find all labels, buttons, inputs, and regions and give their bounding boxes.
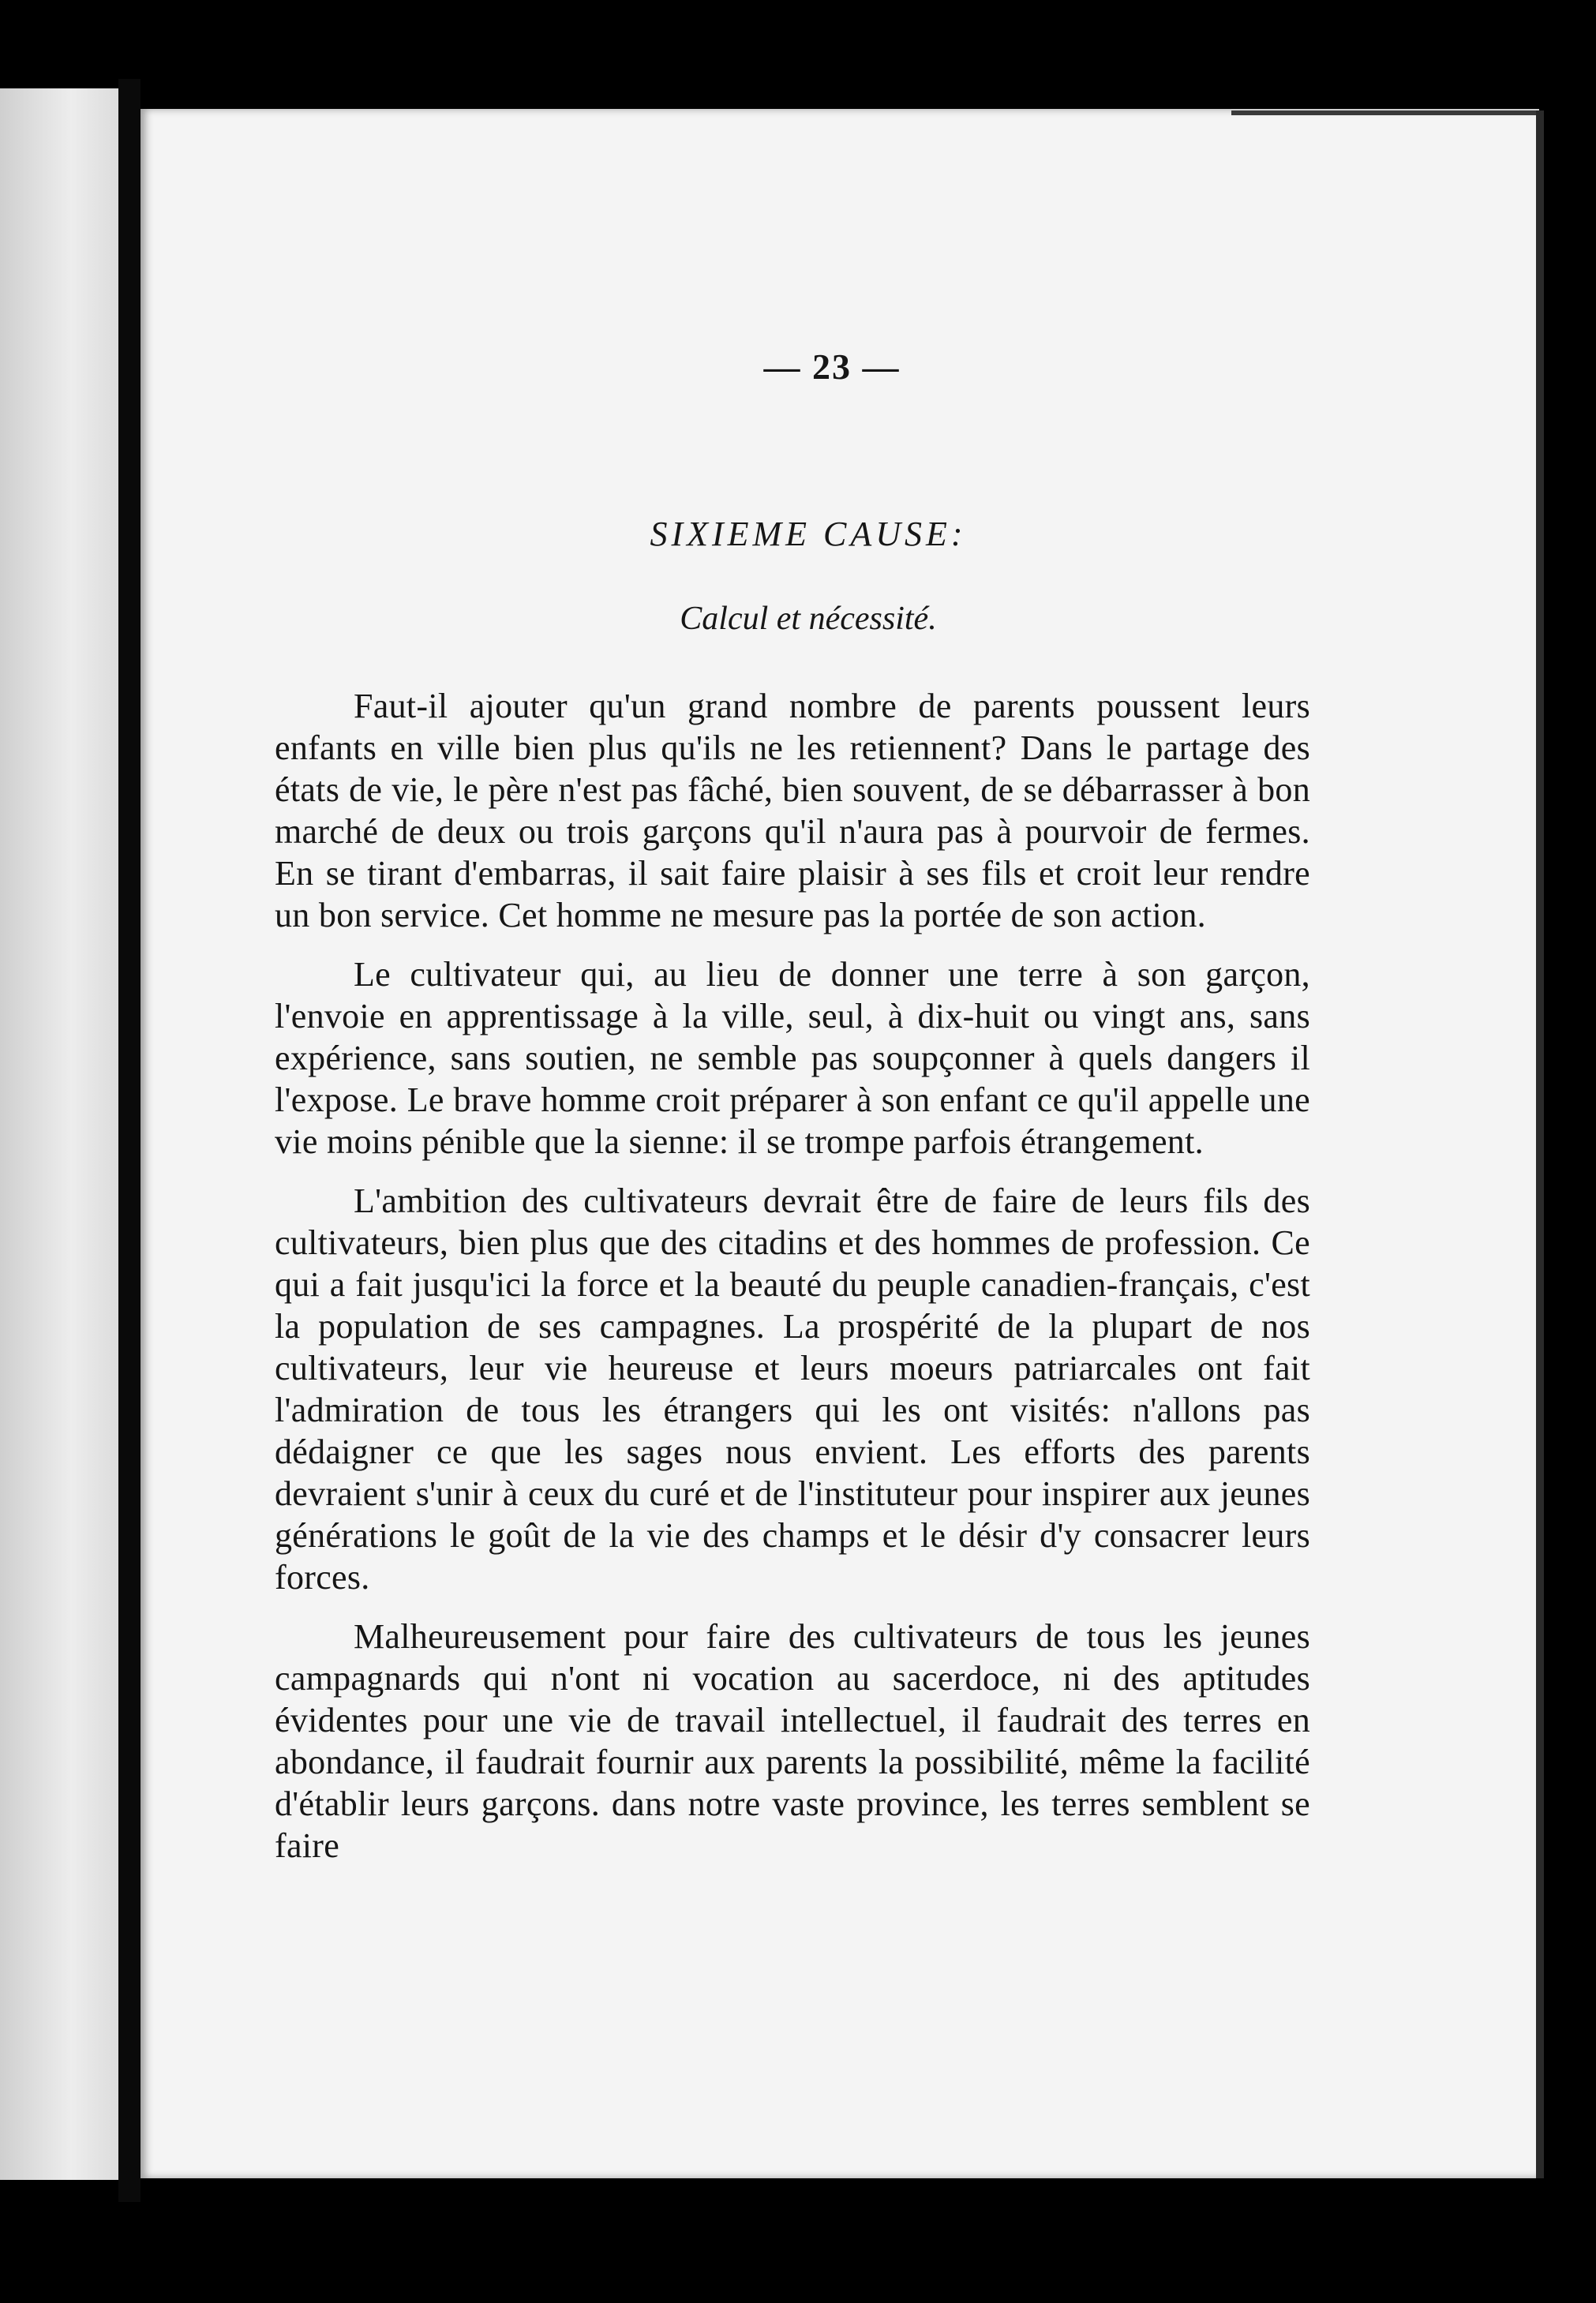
page-right-shadow: [1536, 110, 1544, 2178]
paragraph: L'ambition des cultivateurs devrait être de faire de leurs fils des cultivateurs, bien plus que des citadins et des hommes de profession. Ce qui a fait jusqu'ici la force et la beauté du peuple canadien-français, c'est la population de ses campagnes. La prospérité de la plupart de nos cultivateurs, leur vie heureuse et leurs moeurs patriarcales ont fait l'admiration de tous les étrangers qui les ont visités: n'allons pas dédaigner ce que les sages nous envient. Les efforts des parents devraient s'unir à ceux du curé et de l'instituteur pour inspirer aux jeunes générations le goût de la vie des champs et le désir d'y consacrer leurs forces.: [275, 1181, 1310, 1597]
book-gutter: [118, 79, 140, 2202]
page-top-shadow: [1231, 110, 1539, 115]
page-number: — 23 —: [763, 346, 901, 387]
paragraph: Malheureusement pour faire des cultivateurs de tous les jeunes campagnards qui n'ont ni vocation au sacerdoce, ni des aptitudes évidentes pour une vie de travail intellectuel, il faudrait des terres en abondance, il faudrait fournir aux parents la possibilité, même la facilité d'établir leurs garçons. dans notre vaste province, les terres semblent se faire: [275, 1617, 1310, 1865]
facing-page-edge: [0, 88, 118, 2180]
paragraph: Le cultivateur qui, au lieu de donner une terre à son garçon, l'envoie en apprentissage à la ville, seul, à dix-huit ou vingt ans, sans expérience, sans soutien, ne semble pas soupçonner à quels dangers il l'expose. Le brave homme croit préparer à son enfant ce qu'il appelle une vie moins pénible que la sienne: il se trompe parfois étrangement.: [275, 955, 1310, 1161]
section-subtitle: Calcul et nécessité.: [680, 601, 937, 637]
book-page: [140, 109, 1539, 2178]
page-content: [275, 346, 1310, 1884]
paragraph: Faut-il ajouter qu'un grand nombre de parents poussent leurs enfants en ville bien plus qu'ils ne les retiennent? Dans le partage des états de vie, le père n'est pas fâché, bien souvent, de se débarrasser à bon marché de deux ou trois garçons qu'il n'aura pas à pourvoir de fermes. En se tirant d'embarras, il sait faire plaisir à ses fils et croit leur rendre un bon service. Cet homme ne mesure pas la portée de son action.: [275, 687, 1310, 934]
section-title: SIXIEME CAUSE:: [650, 515, 967, 553]
